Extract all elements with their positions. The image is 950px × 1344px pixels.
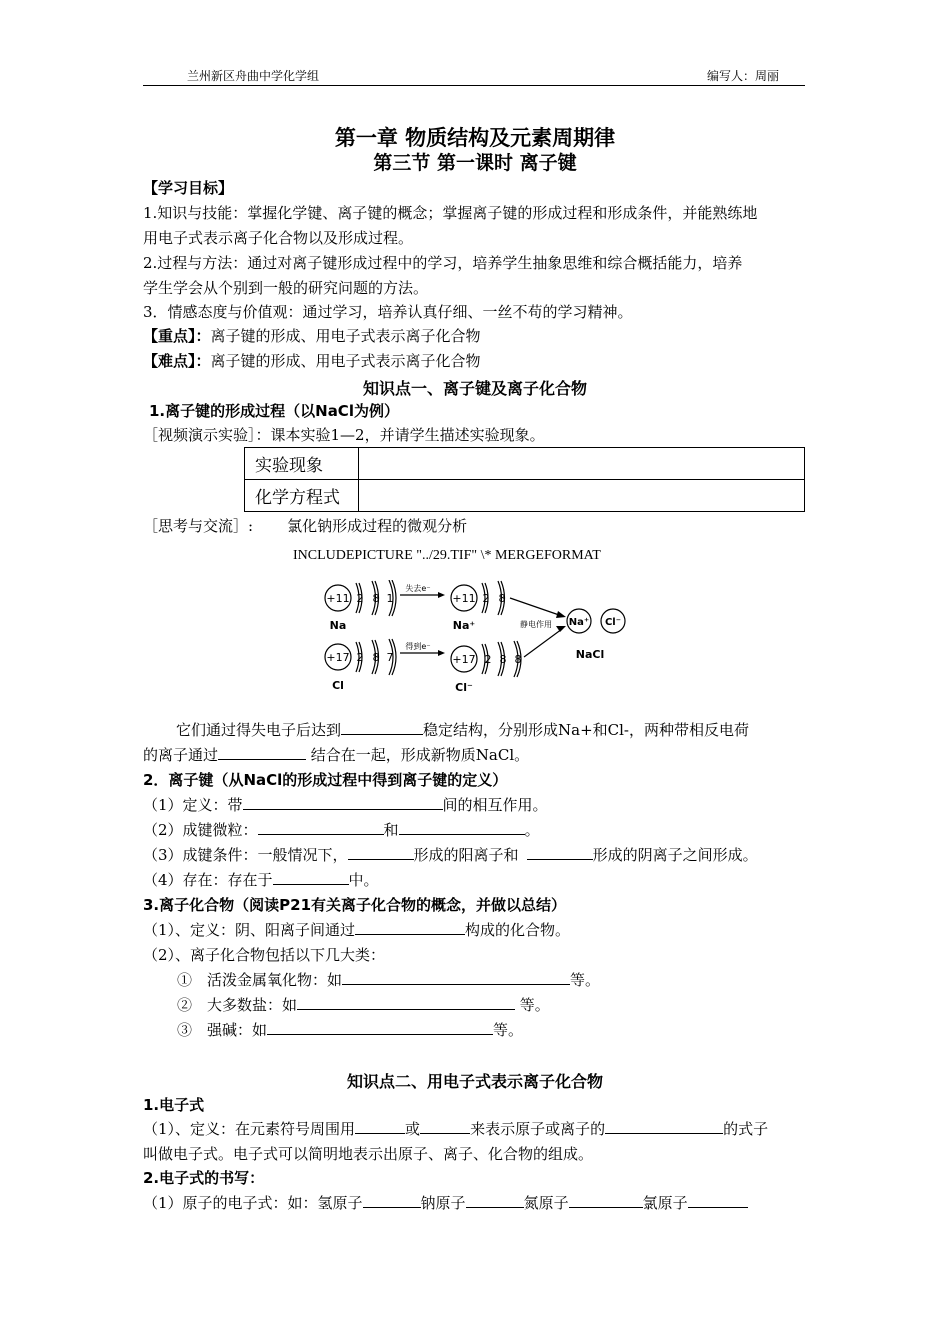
blank-bonding-force[interactable]	[218, 746, 306, 760]
cl-ion-label: Cl⁻	[455, 681, 473, 694]
table-row	[245, 448, 805, 480]
nacl-na-label: Na⁺	[568, 617, 590, 628]
objective-1a: 1.知识与技能：掌握化学键、离子键的概念；掌握离子键的形成过程和形成条件，并能熟练地	[143, 204, 758, 222]
blank-nitrogen[interactable]	[569, 1194, 643, 1208]
objective-1b: 用电子式表示离子化合物以及形成过程。	[143, 229, 414, 247]
objective-2a: 2.过程与方法：通过对离子键形成过程中的学习，培养学生抽象思维和综合概括能力，培养	[143, 254, 743, 272]
atom-electron-formulas	[143, 1193, 748, 1213]
electrostatic-label: 静电作用	[520, 620, 552, 629]
cl-to-nacl-arrow	[524, 629, 562, 657]
nacl-cl-label: Cl⁻	[604, 617, 622, 628]
think-discuss	[143, 516, 467, 536]
conditions-text: 形成的阳离子和	[413, 846, 519, 864]
cl-nucleus-charge: +17	[326, 651, 350, 664]
key-points	[143, 326, 481, 346]
experiment-table	[244, 447, 805, 512]
section-title: 第三节 第一课时 离子键	[373, 152, 577, 174]
paragraph-text: 稳定结构，分别形成Na+和Cl-，两种带相反电荷	[423, 721, 749, 739]
key-label: 【重点】：	[143, 327, 211, 345]
electron-formula-definition	[143, 1119, 768, 1139]
blank-particle-2[interactable]	[399, 821, 525, 835]
blank-chlorine[interactable]	[688, 1194, 748, 1208]
blank-compound-bond[interactable]	[355, 921, 465, 935]
ef-text: 或	[405, 1120, 421, 1138]
blank-metal-oxides[interactable]	[342, 971, 570, 985]
atom-text: 氯原子	[642, 1194, 688, 1212]
atom-text: （1）原子的电子式：如：氢原子	[143, 1194, 363, 1212]
particles-text: （2）成键微粒：	[143, 821, 258, 839]
page-header	[143, 62, 805, 86]
blank-cation-source[interactable]	[348, 846, 414, 860]
cl-ion-nucleus-charge: +17	[452, 653, 476, 666]
type-text: 等。	[570, 971, 601, 989]
blank-hydrogen[interactable]	[363, 1194, 421, 1208]
blank-sodium[interactable]	[466, 1194, 524, 1208]
na-ion-label: Na⁺	[452, 619, 476, 632]
type-strong-bases	[177, 1020, 523, 1040]
type-text: ② 大多数盐：如	[177, 996, 298, 1014]
na-ion-shell-1: 2	[482, 592, 490, 605]
blank-salts[interactable]	[297, 996, 515, 1010]
bond-particles	[143, 820, 540, 840]
gain-electron-label: 得到e⁻	[405, 642, 431, 651]
table-cell-observation-label: 实验现象	[245, 448, 359, 480]
header-author: 编写人：周丽	[706, 69, 779, 83]
cl-shell-2: 8	[372, 651, 380, 664]
paragraph-text: 结合在一起，形成新物质NaCl。	[306, 746, 530, 764]
lose-electron-label: 失去e⁻	[405, 584, 431, 593]
kp2-sub2: 2.电子式的书写：	[143, 1169, 265, 1187]
cl-shell-1: 2	[356, 651, 364, 664]
blank-existence[interactable]	[273, 871, 349, 885]
kp1-heading: 知识点一、离子键及离子化合物	[362, 379, 587, 398]
kp2-heading: 知识点二、用电子式表示离子化合物	[346, 1072, 603, 1091]
ef-text: 的式子	[723, 1120, 769, 1138]
blank-anion-source[interactable]	[527, 846, 593, 860]
cl-ion-shell-1: 2	[484, 653, 492, 666]
definition-text: （1）定义：带	[143, 796, 243, 814]
include-picture-field: INCLUDEPICTURE "../29.TIF" \* MERGEFORMAT	[293, 548, 601, 563]
particles-text: 和	[383, 821, 399, 839]
bond-conditions	[143, 845, 758, 865]
difficult-points	[143, 351, 481, 371]
header-school: 兰州新区舟曲中学化学组	[187, 69, 320, 83]
table-cell-equation-label: 化学方程式	[245, 480, 359, 512]
cl-ion-shell-3: 8	[514, 653, 522, 666]
atom-text: 钠原子	[420, 1194, 466, 1212]
type-text: ① 活泼金属氧化物：如	[177, 971, 343, 989]
kp1-sub3: 3.离子化合物（阅读P21有关离子化合物的概念，并做以总结）	[143, 896, 567, 914]
conditions-text: （3）成键条件：一般情况下，	[143, 846, 348, 864]
video-experiment: ［视频演示实验］：课本实验1—2，并请学生描述实验现象。	[143, 426, 545, 444]
key-text: 离子键的形成、用电子式表示离子化合物	[210, 327, 481, 345]
cl-label: Cl	[332, 679, 344, 692]
blank-symbol-2[interactable]	[420, 1120, 470, 1134]
existence-text: 中。	[348, 871, 379, 889]
ionic-compound-types: （2）、离子化合物包括以下几大类：	[143, 946, 386, 964]
compound-definition-text: 构成的化合物。	[465, 921, 571, 939]
nacl-formation-diagram	[318, 580, 638, 695]
blank-symbol-1[interactable]	[355, 1120, 405, 1134]
blank-electron-type[interactable]	[605, 1120, 723, 1134]
blank-stable-structure[interactable]	[341, 721, 423, 735]
paragraph-stable-line-b	[143, 745, 529, 765]
table-cell-observation-answer[interactable]	[359, 448, 805, 480]
na-ion-shell-2: 8	[498, 592, 506, 605]
cl-shell-3: 7	[386, 651, 394, 664]
nacl-label: NaCl	[575, 648, 605, 661]
objective-3: 3．情感态度与价值观：通过学习，培养认真仔细、一丝不苟的学习精神。	[143, 303, 633, 321]
ionic-bond-definition	[143, 795, 548, 815]
na-label: Na	[329, 619, 347, 632]
paragraph-text: 的离子通过	[143, 746, 219, 764]
kp1-sub1: 1.离子键的形成过程（以NaCl为例）	[149, 402, 399, 420]
na-shell-1: 2	[356, 592, 364, 605]
type-metal-oxides	[177, 970, 600, 990]
type-salts	[177, 995, 550, 1015]
nacl-formation-svg	[318, 580, 638, 695]
ionic-compound-definition	[143, 920, 570, 940]
ef-text: （1）、定义：在元素符号周围用	[143, 1120, 356, 1138]
na-nucleus-charge: +11	[326, 592, 350, 605]
difficulty-label: 【难点】：	[143, 352, 211, 370]
na-to-nacl-arrow	[510, 598, 562, 616]
compound-definition-text: （1）、定义：阴、阳离子间通过	[143, 921, 356, 939]
objectives-heading: 【学习目标】	[143, 179, 234, 197]
na-ion-nucleus-charge: +11	[452, 592, 476, 605]
kp1-sub2: 2．离子键（从NaCl的形成过程中得到离子键的定义）	[143, 771, 508, 789]
na-shell-3: 1	[386, 592, 394, 605]
paragraph-text: 它们通过得失电子后达到	[176, 721, 342, 739]
conditions-text: 形成的阴离子之间形成。	[592, 846, 758, 864]
definition-text: 间的相互作用。	[442, 796, 548, 814]
blank-particle-1[interactable]	[258, 821, 384, 835]
particles-text: 。	[524, 821, 540, 839]
bond-existence	[143, 870, 379, 890]
table-row	[245, 480, 805, 512]
objective-2b: 学生学会从个别到一般的研究问题的方法。	[143, 279, 429, 297]
think-text: 氯化钠形成过程的微观分析	[287, 517, 468, 535]
type-text: 等。	[515, 996, 550, 1014]
blank-ionic-definition[interactable]	[243, 796, 443, 810]
difficulty-text: 离子键的形成、用电子式表示离子化合物	[210, 352, 481, 370]
atom-text: 氮原子	[523, 1194, 569, 1212]
paragraph-stable-line-a	[176, 720, 749, 740]
blank-strong-bases[interactable]	[267, 1021, 493, 1035]
type-text: 等。	[493, 1021, 524, 1039]
electron-formula-definition-cont: 叫做电子式。电子式可以简明地表示出原子、离子、化合物的组成。	[143, 1145, 594, 1163]
kp2-sub1: 1.电子式	[143, 1096, 205, 1114]
type-text: ③ 强碱：如	[177, 1021, 268, 1039]
table-cell-equation-answer[interactable]	[359, 480, 805, 512]
na-shell-2: 8	[372, 592, 380, 605]
existence-text: （4）存在：存在于	[143, 871, 273, 889]
think-label: ［思考与交流］:	[143, 517, 254, 535]
cl-ion-shell-2: 8	[499, 653, 507, 666]
ef-text: 来表示原子或离子的	[470, 1120, 606, 1138]
chapter-title: 第一章 物质结构及元素周期律	[334, 126, 616, 150]
